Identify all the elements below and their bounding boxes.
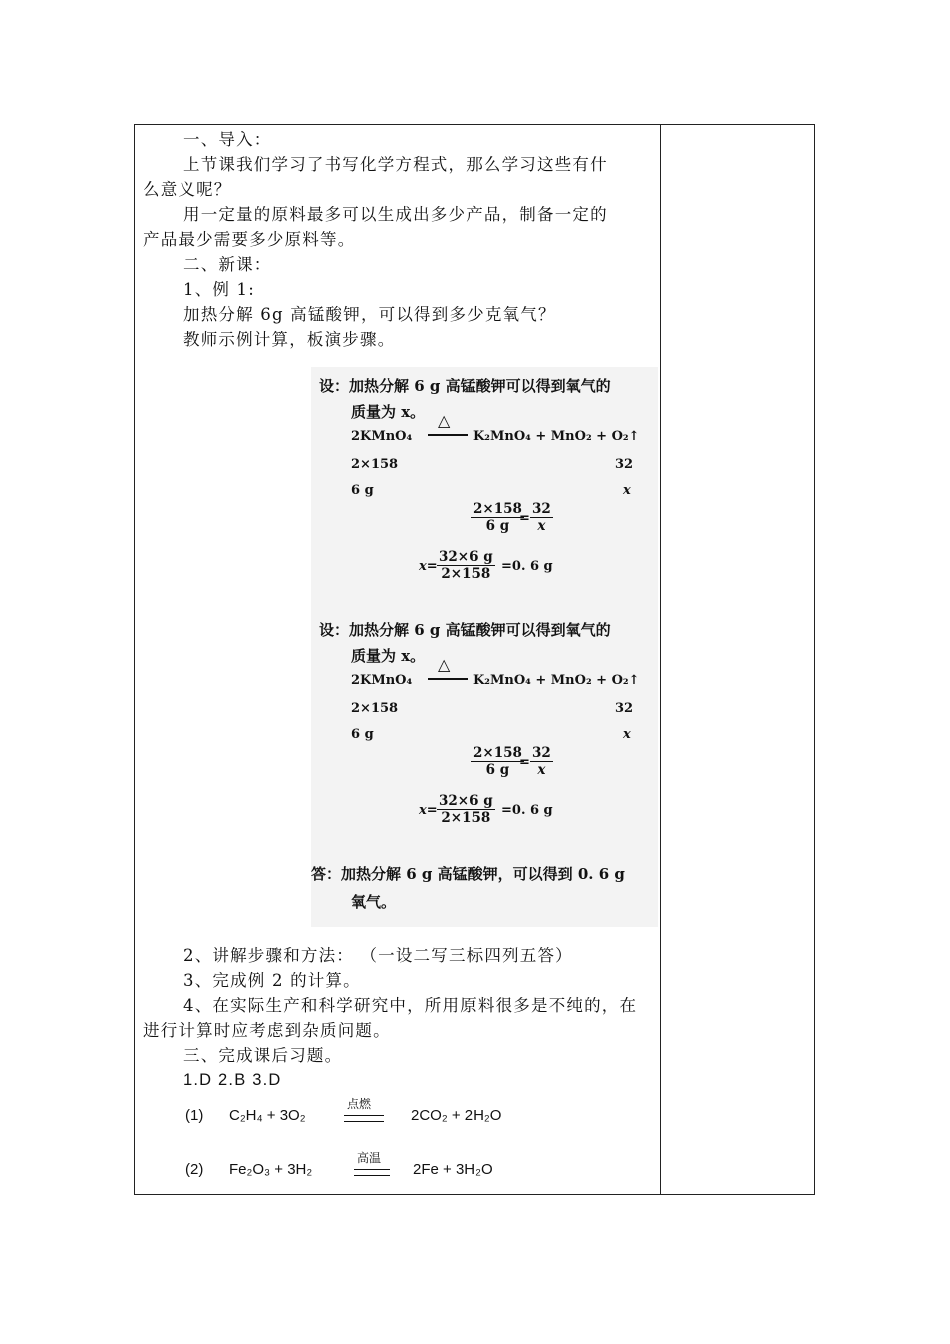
eq2-left: Fe₂O₃ + 3H₂ (229, 1161, 313, 1178)
heat-symbol-2: △ (438, 655, 451, 674)
intro-heading: 一、导入： (183, 130, 272, 149)
equation-reactant: 2KMnO₄ (351, 429, 413, 444)
worked-solution-image (311, 367, 658, 927)
answer-line1: 答：加热分解 6 g 高锰酸钾，可以得到 0. 6 g (311, 865, 625, 883)
eq1-equals (344, 1115, 384, 1122)
eq1-label: (1) (185, 1107, 204, 1124)
reaction-bar (428, 434, 468, 436)
column-divider (660, 125, 661, 1194)
new-lesson-heading: 二、新课： (183, 255, 272, 274)
given2-left: 6 g (351, 727, 374, 742)
equation2-reactant: 2KMnO₄ (351, 673, 413, 688)
intro-text-1: 上节课我们学习了书写化学方程式，那么学习这些有什 (183, 155, 608, 174)
x2-fraction: $\frac{32\times 6 g}{2\times 158}$ (439, 793, 493, 826)
eq1-right: 2CO₂ + 2H₂O (411, 1107, 502, 1124)
ratio2-equals: = (519, 755, 530, 770)
ratio-left: $\frac{2\times 158}{6 g}$ (473, 501, 522, 534)
ratio-right: $\frac{32}{x}$ (532, 501, 551, 534)
exercise-answers: 1.D 2.B 3.D (183, 1071, 282, 1089)
eq2-equals (354, 1169, 390, 1176)
equation-products: K₂MnO₄ + MnO₂ + O₂↑ (473, 429, 640, 444)
molar-mass-left: 2×158 (351, 457, 399, 472)
example-1-heading: 1、例 1: (183, 280, 255, 299)
example-1-question: 加热分解 6g 高锰酸钾，可以得到多少克氧气？ (183, 305, 556, 324)
ratio-equals: = (519, 511, 530, 526)
impurity-note-cont: 进行计算时应考虑到杂质问题。 (143, 1021, 391, 1040)
ratio2-right: $\frac{32}{x}$ (532, 745, 551, 778)
molar-mass2-right: 32 (615, 701, 634, 716)
x-fraction: $\frac{32\times 6 g}{2\times 158}$ (439, 549, 493, 582)
answer-line2: 氧气。 (351, 893, 397, 911)
x-label: x= (419, 559, 438, 574)
x2-label: x= (419, 803, 438, 818)
given-right: x (623, 483, 631, 498)
solution2-set-line1: 设：加热分解 6 g 高锰酸钾可以得到氧气的 (319, 621, 611, 639)
given-left: 6 g (351, 483, 374, 498)
equation2-products: K₂MnO₄ + MnO₂ + O₂↑ (473, 673, 640, 688)
x-result: =0. 6 g (501, 559, 553, 574)
heat-symbol: △ (438, 411, 451, 430)
example-2-task: 3、完成例 2 的计算。 (183, 971, 361, 990)
eq2-label: (2) (185, 1161, 204, 1178)
eq1-condition: 点燃 (347, 1097, 372, 1111)
steps-method: 2、讲解步骤和方法： （一设二写三标四列五答） (183, 946, 573, 965)
solution2-set-line2: 质量为 x。 (351, 647, 426, 665)
given2-right: x (623, 727, 631, 742)
molar-mass2-left: 2×158 (351, 701, 399, 716)
solution-set-line2: 质量为 x。 (351, 403, 426, 421)
x2-result: =0. 6 g (501, 803, 553, 818)
ratio2-left: $\frac{2\times 158}{6 g}$ (473, 745, 522, 778)
molar-mass-right: 32 (615, 457, 634, 472)
lesson-content (143, 127, 653, 352)
lesson-table (134, 124, 815, 1195)
eq1-left: C₂H₄ + 3O₂ (229, 1107, 306, 1124)
impurity-note: 4、在实际生产和科学研究中，所用原料很多是不纯的，在 (183, 996, 638, 1015)
eq2-condition: 高温 (357, 1151, 382, 1165)
eq2-right: 2Fe + 3H₂O (413, 1161, 493, 1178)
intro-text-2: 用一定量的原料最多可以生成出多少产品，制备一定的 (183, 205, 608, 224)
exercises-heading: 三、完成课后习题。 (183, 1046, 343, 1065)
teacher-demo-note: 教师示例计算，板演步骤。 (183, 330, 396, 349)
solution-set-line1: 设：加热分解 6 g 高锰酸钾可以得到氧气的 (319, 377, 611, 395)
intro-text-1-cont: 么意义呢？ (143, 180, 232, 199)
reaction-bar-2 (428, 678, 468, 680)
lesson-content-lower (143, 943, 653, 1093)
intro-text-2-cont: 产品最少需要多少原料等。 (143, 230, 356, 249)
